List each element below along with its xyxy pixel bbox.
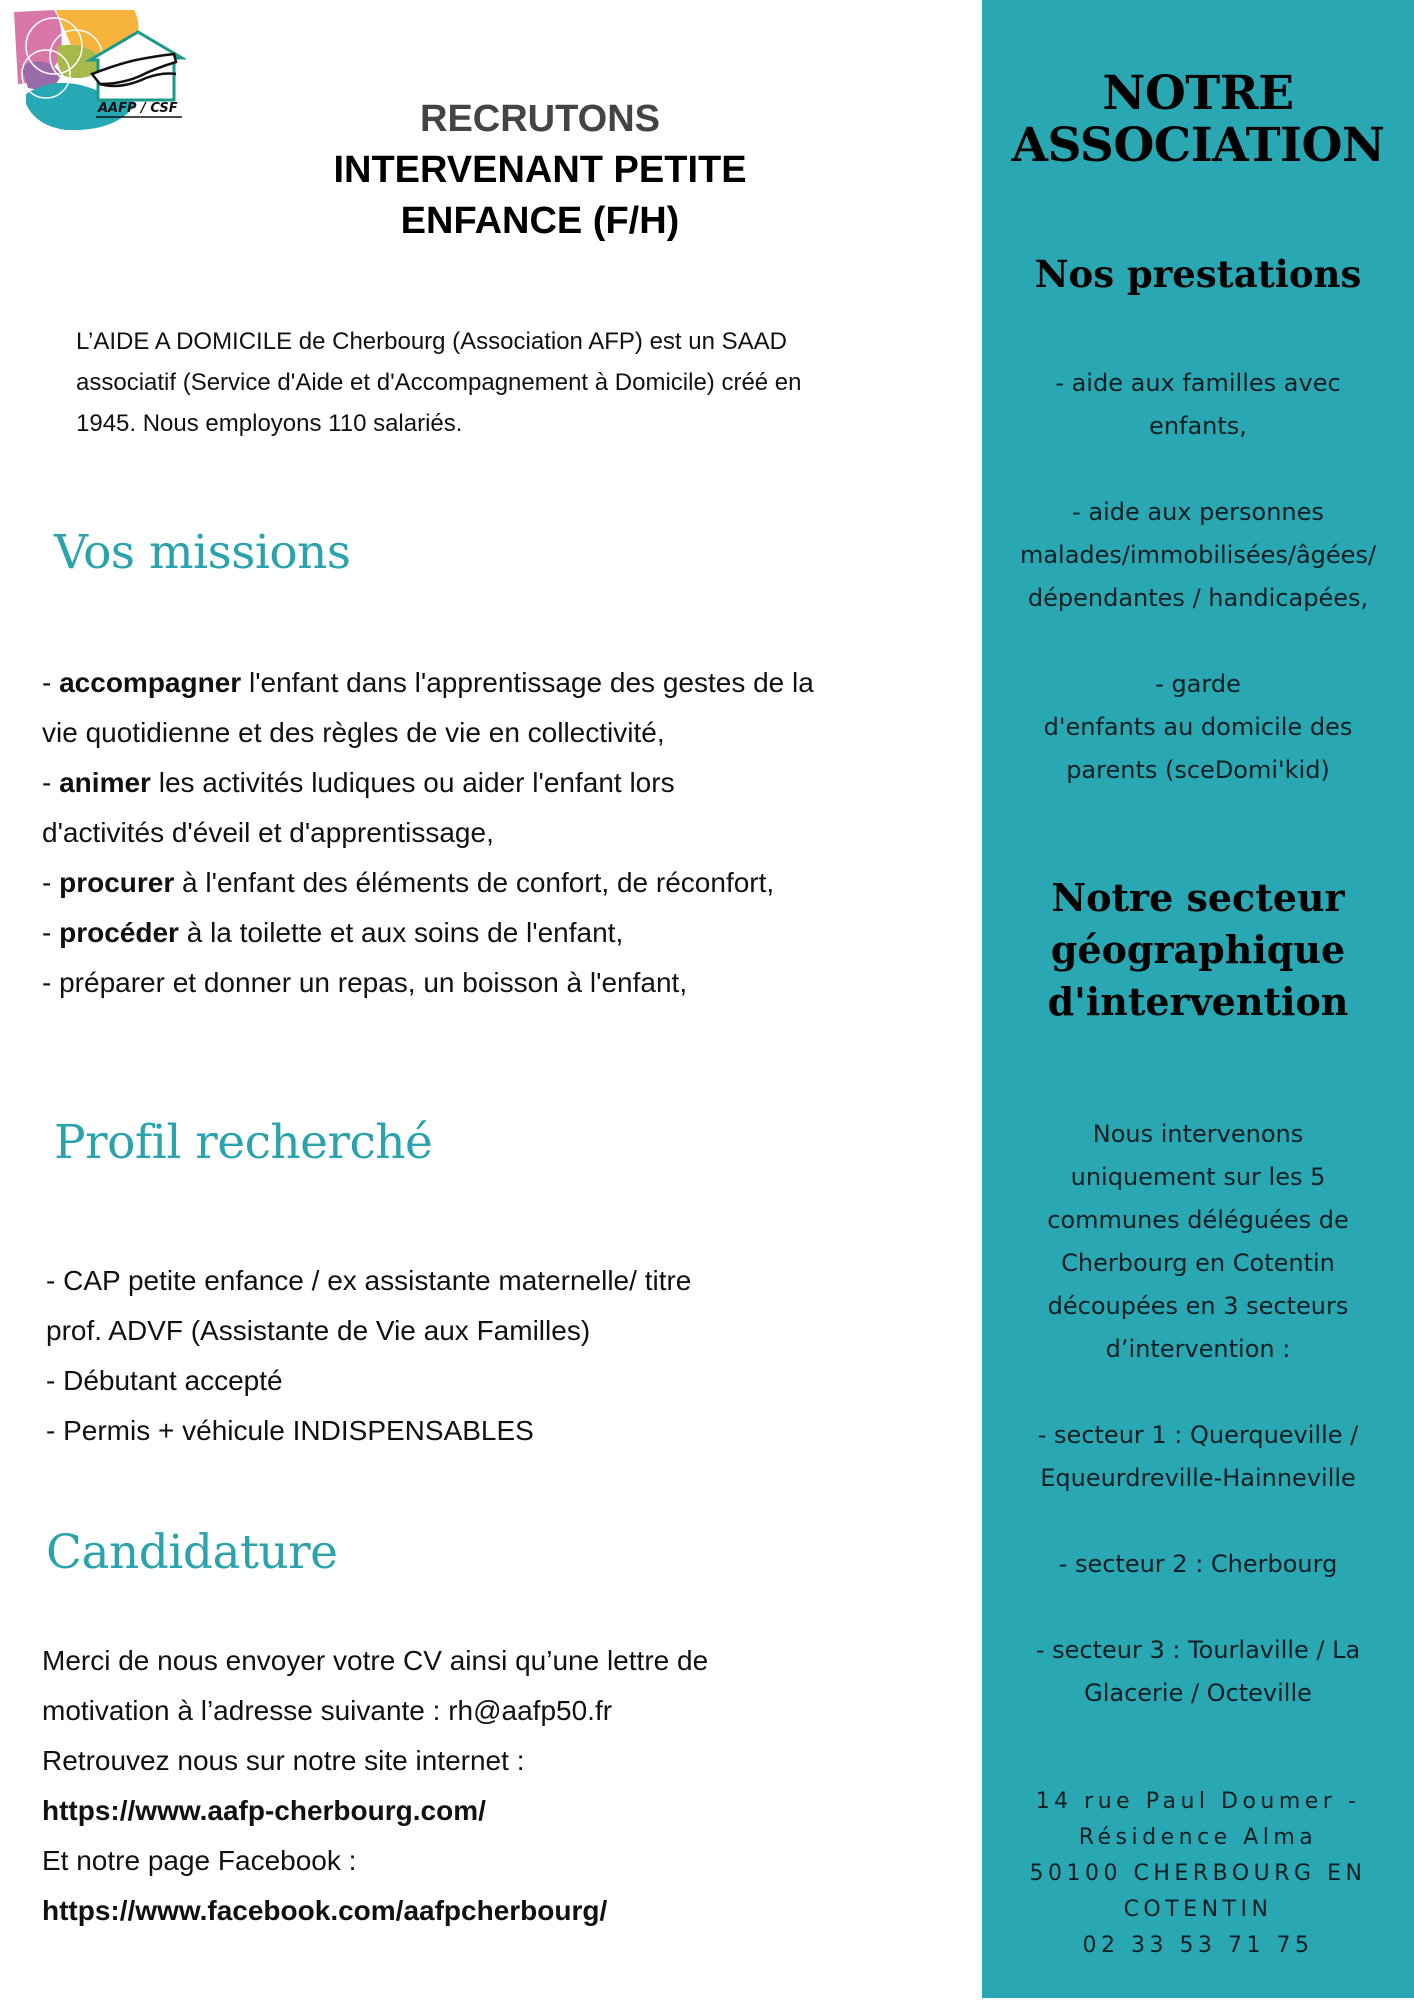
phone-number[interactable]: 02 33 53 71 75 (1082, 1933, 1314, 1958)
sidebar-title (982, 68, 1414, 172)
sector-3-line: Glacerie / Octeville (1084, 1679, 1312, 1707)
prestations-list (982, 362, 1414, 792)
secteur-intro-line: communes déléguées de (1047, 1206, 1349, 1234)
mission-text: les activités ludiques ou aider l'enfant lors (150, 767, 675, 798)
svg-text:AAFP / CSF: AAFP / CSF (98, 101, 178, 116)
prestation-line: - aide aux familles avec (1055, 369, 1341, 397)
association-sidebar (982, 0, 1414, 1998)
profil-item: - Permis + véhicule INDISPENSABLES (46, 1415, 534, 1446)
aafp-csf-logo (6, 4, 186, 130)
profil-list (46, 1256, 846, 1456)
title-line-recrutons: RECRUTONS (420, 98, 660, 140)
secteur-heading (982, 872, 1414, 1028)
spacer (982, 448, 1414, 491)
missions-list (42, 658, 942, 1008)
facebook-link[interactable]: https://www.facebook.com/aafpcherbourg/ (42, 1895, 608, 1926)
mission-text: l'enfant dans l'apprentissage des gestes de la (241, 667, 814, 698)
secteur-text (982, 1113, 1414, 1715)
secteur-heading-line: d'intervention (1047, 979, 1349, 1024)
spacer (982, 1500, 1414, 1543)
sector-2-line: - secteur 2 : Cherbourg (1058, 1550, 1338, 1578)
sidebar-title-line: ASSOCIATION (1011, 118, 1385, 173)
sidebar-title-line: NOTRE (1102, 66, 1294, 121)
profil-item: - Débutant accepté (46, 1365, 283, 1396)
prestation-line: malades/immobilisées/âgées/ (1019, 541, 1377, 569)
mission-item (42, 858, 942, 908)
secteur-intro-line: d’intervention : (1105, 1335, 1291, 1363)
spacer (982, 620, 1414, 663)
address-line: COTENTIN (1123, 1897, 1273, 1922)
page-title (280, 94, 800, 247)
address-line: 14 rue Paul Doumer - (1035, 1789, 1361, 1814)
prestation-line: - garde (1155, 670, 1241, 698)
house-with-hands-logo-icon (6, 4, 186, 130)
sector-1-line: Equeurdreville-Hainneville (1040, 1464, 1356, 1492)
mission-bullet: - (42, 967, 60, 998)
title-line-job-2: ENFANCE (F/H) (400, 200, 680, 242)
missions-heading: Vos missions (54, 525, 351, 580)
prestation-line: dépendantes / handicapées, (1027, 584, 1369, 612)
secteur-intro-line: Cherbourg en Cotentin (1061, 1249, 1335, 1277)
secteur-heading-line: Notre secteur (1051, 875, 1345, 920)
profil-item: - CAP petite enfance / ex assistante maternelle/ titre (46, 1265, 692, 1296)
candidature-line: Retrouvez nous sur notre site internet : (42, 1745, 525, 1776)
mission-bullet: - (42, 917, 60, 948)
mission-item (42, 658, 942, 708)
candidature-text (42, 1636, 902, 1936)
sector-1-line: - secteur 1 : Querqueville / (1037, 1421, 1359, 1449)
spacer (982, 1586, 1414, 1629)
mission-item (42, 908, 942, 958)
secteur-heading-line: géographique (1050, 927, 1346, 972)
secteur-intro-line: uniquement sur les 5 (1070, 1163, 1326, 1191)
mission-verb: procéder (59, 917, 179, 948)
mission-verb: accompagner (59, 667, 242, 698)
profil-item: prof. ADVF (Assistante de Vie aux Familles) (46, 1315, 591, 1346)
intro-line: L’AIDE A DOMICILE de Cherbourg (Association AFP) est un SAAD (76, 328, 787, 355)
candidature-email-line: motivation à l’adresse suivante : rh@aafp50.fr (42, 1695, 613, 1726)
mission-item (42, 708, 942, 758)
intro-paragraph (76, 321, 926, 444)
title-line-job: INTERVENANT PETITE (333, 149, 747, 191)
prestation-line: d'enfants au domicile des (1043, 713, 1353, 741)
mission-bullet: - (42, 667, 60, 698)
mission-verb: animer (59, 767, 151, 798)
address-line: 50100 CHERBOURG EN (1029, 1861, 1367, 1886)
secteur-intro-line: Nous intervenons (1092, 1120, 1304, 1148)
intro-line: associatif (Service d'Aide et d'Accompagnement à Domicile) créé en (76, 369, 802, 396)
website-link[interactable]: https://www.aafp-cherbourg.com/ (42, 1795, 486, 1826)
candidature-line: Et notre page Facebook : (42, 1845, 357, 1876)
sector-3-line: - secteur 3 : Tourlaville / La (1035, 1636, 1361, 1664)
prestation-line: enfants, (1149, 412, 1247, 440)
secteur-intro-line: découpées en 3 secteurs (1047, 1292, 1349, 1320)
contact-address (982, 1784, 1414, 1964)
mission-bullet: - (42, 867, 60, 898)
mission-text: vie quotidienne et des règles de vie en collectivité, (42, 717, 665, 748)
profil-heading: Profil recherché (54, 1115, 433, 1170)
mission-item (42, 958, 942, 1008)
intro-line: 1945. Nous employons 110 salariés. (76, 410, 463, 437)
candidature-heading: Candidature (46, 1525, 338, 1580)
mission-text: à l'enfant des éléments de confort, de réconfort, (174, 867, 775, 898)
mission-text: préparer et donner un repas, un boisson à l'enfant, (59, 967, 688, 998)
mission-verb: procurer (59, 867, 175, 898)
prestations-heading: Nos prestations (1034, 252, 1362, 296)
mission-text: à la toilette et aux soins de l'enfant, (178, 917, 624, 948)
mission-text: d'activités d'éveil et d'apprentissage, (42, 817, 494, 848)
address-line: Résidence Alma (1078, 1825, 1318, 1850)
mission-bullet: - (42, 767, 60, 798)
mission-item (42, 758, 942, 808)
candidature-line: Merci de nous envoyer votre CV ainsi qu’une lettre de (42, 1645, 709, 1676)
prestation-line: parents (sceDomi'kid) (1066, 756, 1330, 784)
prestation-line: - aide aux personnes (1072, 498, 1324, 526)
spacer (982, 1371, 1414, 1414)
mission-item (42, 808, 942, 858)
